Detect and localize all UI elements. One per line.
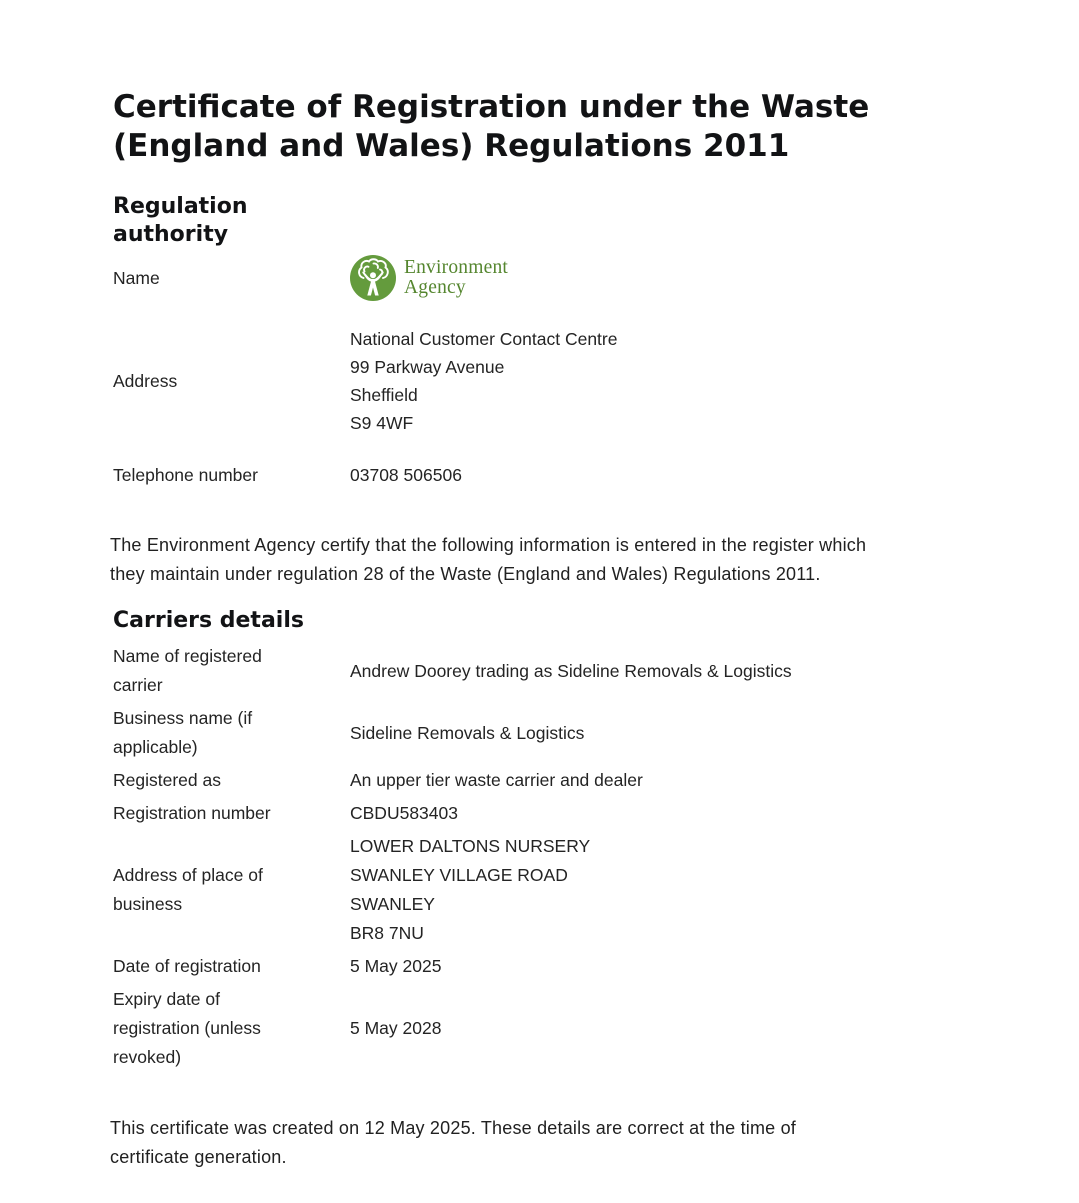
detail-row-expiry-date xyxy=(113,985,1019,1072)
authority-address-value xyxy=(350,325,617,437)
detail-label: Registered as xyxy=(113,770,221,790)
detail-label: Date of registration xyxy=(113,956,261,976)
authority-name-label: Name xyxy=(113,268,160,288)
environment-agency-roundel-icon xyxy=(350,255,396,301)
detail-label: Expiry date of registration (unless revoked) xyxy=(113,989,261,1067)
detail-value: CBDU583403 xyxy=(350,803,458,823)
detail-row-registered-carrier xyxy=(113,642,1019,700)
address-line: Sheffield xyxy=(350,385,418,405)
environment-agency-logo xyxy=(350,255,508,301)
carriers-details-heading: Carriers details xyxy=(113,608,304,633)
detail-row-registration-date xyxy=(113,952,1019,981)
address-line: National Customer Contact Centre xyxy=(350,329,618,349)
environment-agency-wordmark-line1: Environment xyxy=(404,256,509,278)
address-line: S9 4WF xyxy=(350,413,414,433)
authority-name-row xyxy=(113,255,1019,301)
detail-value: 5 May 2025 xyxy=(350,956,442,976)
business-address-line: BR8 7NU xyxy=(350,923,424,943)
detail-row-registered-as xyxy=(113,766,1019,795)
detail-label: Registration number xyxy=(113,803,271,823)
environment-agency-wordmark-line2: Agency xyxy=(404,277,466,298)
address-line: 99 Parkway Avenue xyxy=(350,357,505,377)
authority-name-value xyxy=(350,255,508,301)
detail-label: Business name (if applicable) xyxy=(113,708,253,757)
detail-value: Andrew Doorey trading as Sideline Removals & Logistics xyxy=(350,660,792,681)
authority-telephone-value: 03708 506506 xyxy=(350,465,462,485)
detail-value: 5 May 2028 xyxy=(350,1018,442,1038)
regulation-authority-heading: Regulation authority xyxy=(113,194,248,247)
detail-value: Sideline Removals & Logistics xyxy=(350,722,585,743)
footer-note: This certificate was created on 12 May 2025. These details are correct at the time of certificate generation. xyxy=(110,1118,796,1167)
authority-address-label: Address xyxy=(113,371,178,391)
detail-label: Name of registered carrier xyxy=(113,646,262,695)
authority-address-row xyxy=(113,325,1019,437)
detail-row-business-address xyxy=(113,832,1019,948)
authority-telephone-row xyxy=(113,461,1019,489)
detail-value xyxy=(350,832,590,948)
detail-value: An upper tier waste carrier and dealer xyxy=(350,770,643,790)
page-title: Certificate of Registration under the Waste (England and Wales) Regulations 2011 xyxy=(113,89,870,164)
business-address-line: SWANLEY VILLAGE ROAD xyxy=(350,865,568,885)
carriers-details-section xyxy=(113,607,1019,1072)
detail-label: Address of place of business xyxy=(113,865,263,914)
regulation-authority-section xyxy=(113,193,1019,489)
business-address-line: SWANLEY xyxy=(350,894,435,914)
certification-statement: The Environment Agency certify that the following information is entered in the register which they maintain under regulation 28 of the Waste (England and Wales) Regulations 2011. xyxy=(110,535,867,584)
authority-telephone-label: Telephone number xyxy=(113,465,258,485)
detail-row-business-name xyxy=(113,704,1019,762)
detail-row-registration-number xyxy=(113,799,1019,828)
business-address-line: LOWER DALTONS NURSERY xyxy=(350,836,591,856)
environment-agency-wordmark xyxy=(404,258,508,299)
